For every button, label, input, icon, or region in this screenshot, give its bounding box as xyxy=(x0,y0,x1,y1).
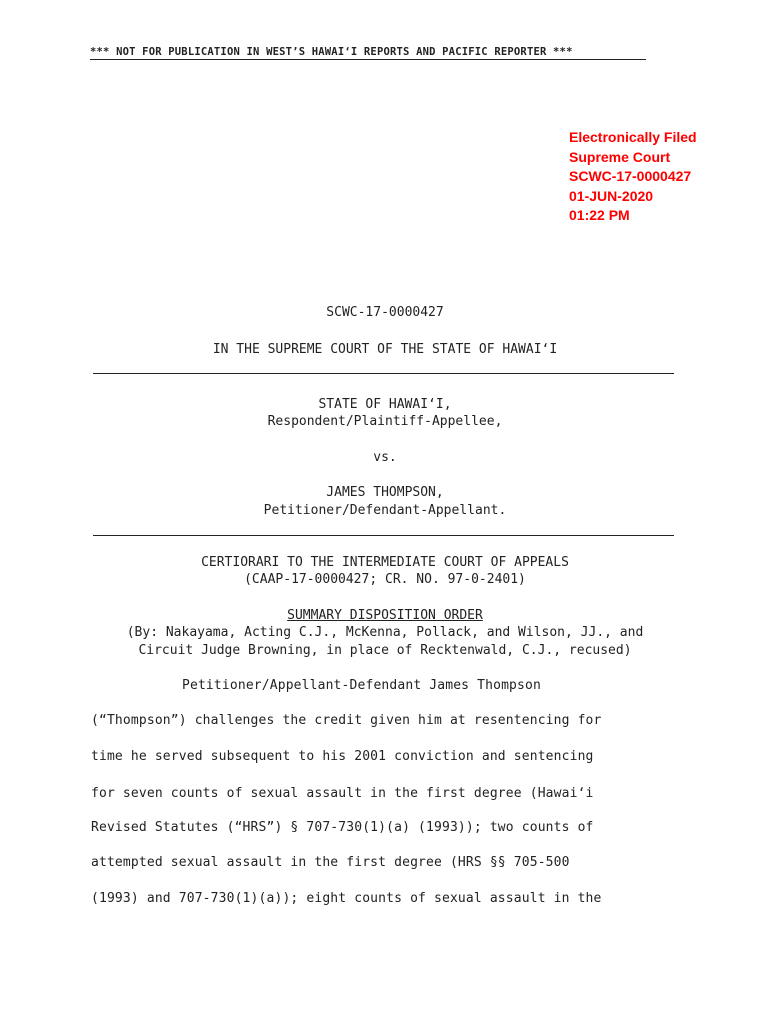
publication-banner: *** NOT FOR PUBLICATION IN WEST’S HAWAI‘I REPORTS AND PACIFIC REPORTER *** xyxy=(90,46,646,60)
versus: vs. xyxy=(373,450,397,465)
stamp-line: 01:22 PM xyxy=(569,207,630,223)
party2-role: Petitioner/Defendant-Appellant. xyxy=(263,503,507,518)
caption-divider-top xyxy=(93,373,674,374)
body-line: attempted sexual assault in the first degree (HRS §§ 705-500 xyxy=(91,855,570,870)
party1-name: STATE OF HAWAI‘I, xyxy=(318,397,452,412)
certiorari-line: CERTIORARI TO THE INTERMEDIATE COURT OF APPEALS xyxy=(201,555,569,570)
order-title: SUMMARY DISPOSITION ORDER xyxy=(287,608,483,623)
docket-number: SCWC-17-0000427 xyxy=(326,305,444,320)
filing-stamp xyxy=(569,128,697,226)
body-line: Petitioner/Appellant-Defendant James Thompson xyxy=(182,678,541,693)
body-line: time he served subsequent to his 2001 conviction and sentencing xyxy=(91,749,594,764)
party1-role: Respondent/Plaintiff-Appellee, xyxy=(267,414,503,429)
stamp-line: 01-JUN-2020 xyxy=(569,187,654,204)
panel-line-1: (By: Nakayama, Acting C.J., McKenna, Pollack, and Wilson, JJ., and xyxy=(126,625,644,640)
body-line: (“Thompson”) challenges the credit given him at resentencing for xyxy=(91,713,602,728)
caption-divider-bottom xyxy=(93,535,674,536)
court-name: IN THE SUPREME COURT OF THE STATE OF HAWAI‘I xyxy=(212,342,558,357)
lower-case-number: (CAAP-17-0000427; CR. NO. 97-0-2401) xyxy=(244,572,526,587)
body-line: Revised Statutes (“HRS”) § 707-730(1)(a) (1993)); two counts of xyxy=(91,820,594,835)
panel-line-2: Circuit Judge Browning, in place of Recktenwald, C.J., recused) xyxy=(138,643,632,658)
stamp-line: Supreme Court xyxy=(569,148,671,165)
stamp-line: Electronically Filed xyxy=(569,129,697,145)
party2-name: JAMES THOMPSON, xyxy=(326,485,444,500)
body-line: for seven counts of sexual assault in the first degree (Hawai‘i xyxy=(91,786,594,801)
body-line: (1993) and 707-730(1)(a)); eight counts of sexual assault in the xyxy=(91,891,602,906)
stamp-line: SCWC-17-0000427 xyxy=(569,168,692,184)
